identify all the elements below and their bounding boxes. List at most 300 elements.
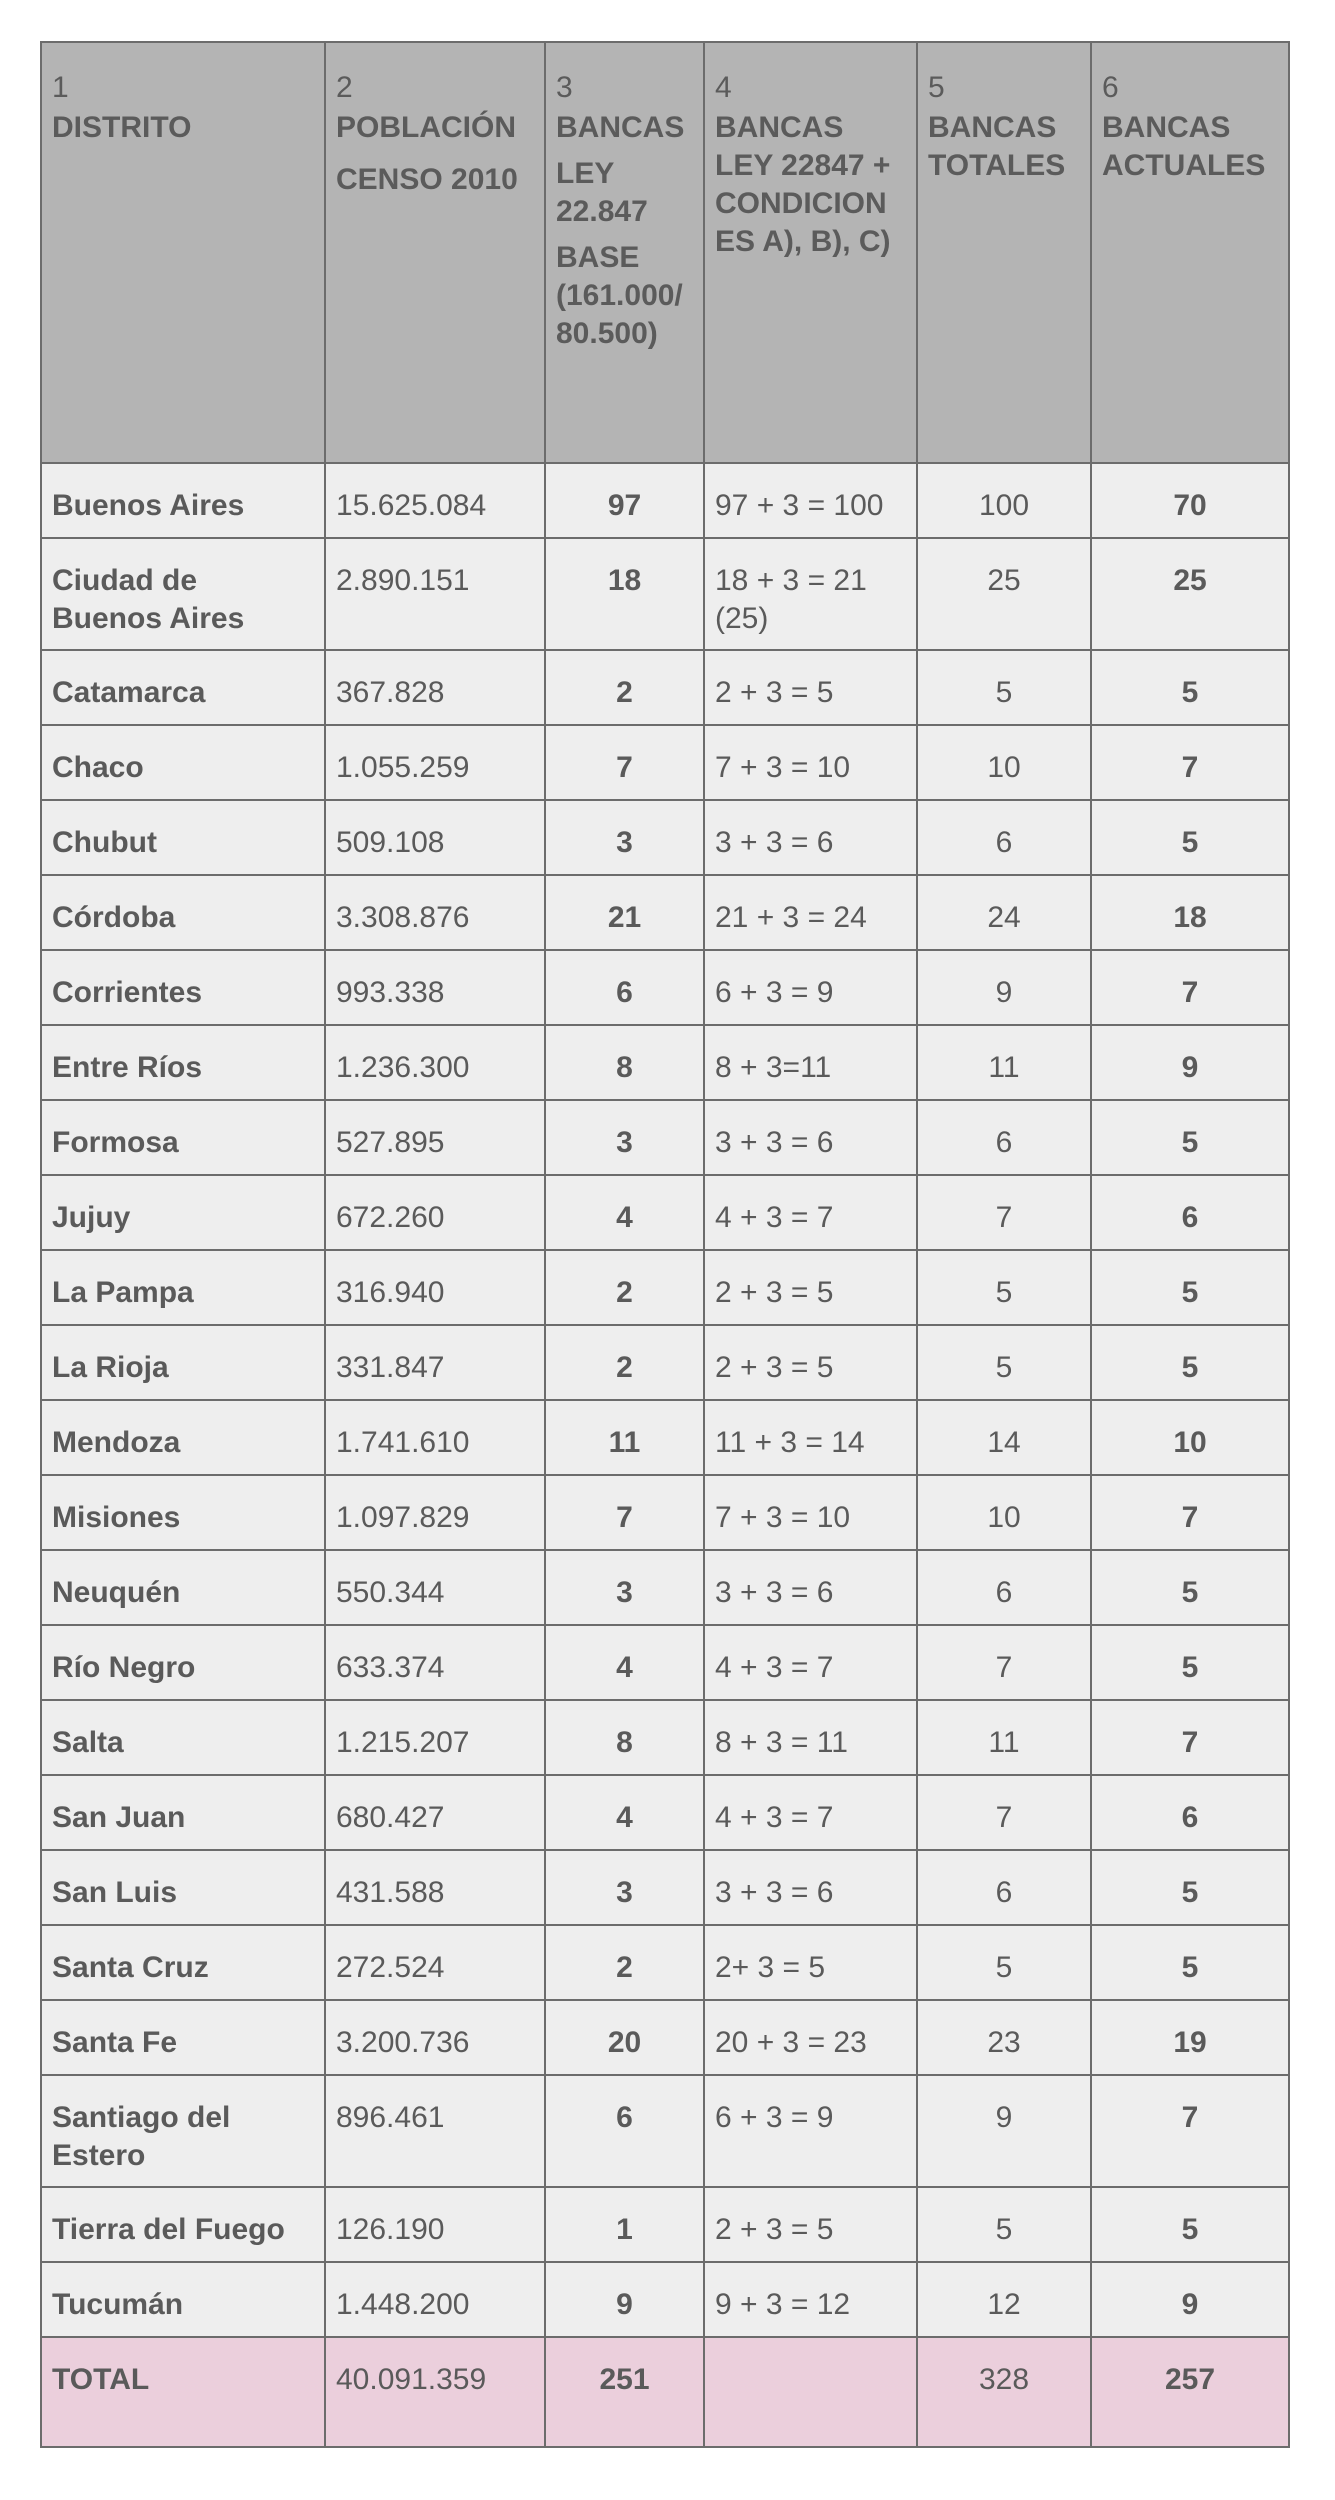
header-label-line: CONDICION [715,187,887,220]
base-seats-cell [545,1025,704,1100]
table-row [41,1925,1289,2000]
seats-with-conditions-cell [704,1700,917,1775]
district-cell [41,1400,325,1475]
total-seats-cell [917,1550,1091,1625]
table-row [41,725,1289,800]
base-seats-cell [545,875,704,950]
header-district [41,42,325,463]
current-seats-cell [1091,2262,1289,2337]
base-seats-cell [545,1550,704,1625]
seats-with-conditions-cell-text: 2 + 3 = 5 [715,1276,834,1309]
population-cell [325,1550,545,1625]
seats-with-conditions-cell-text: 6 + 3 = 9 [715,2101,834,2134]
population-cell [325,2000,545,2075]
seats-with-conditions-cell-text: 3 + 3 = 6 [715,826,834,859]
current-seats-cell-text: 9 [1181,1051,1199,1084]
base-seats-cell-text: 4 [616,1201,633,1234]
total-seats-cell [917,800,1091,875]
base-seats-cell [545,800,704,875]
seats-with-conditions-cell [704,875,917,950]
base-seats-cell-text: 2 [616,1951,633,1984]
district-cell-text: Ciudad de Buenos Aires [52,564,245,635]
total-seats-cell-text: 12 [987,2288,1021,2321]
total-seats-cell [917,1475,1091,1550]
population-cell [325,1850,545,1925]
total-seats-cell [917,725,1091,800]
total-seats-cell-text: 6 [995,1126,1013,1159]
current-seats-cell-text: 6 [1181,1201,1199,1234]
header-label-line: LEY 22847 + [715,149,891,182]
seats-with-conditions-cell [704,1100,917,1175]
total-seats-cell [917,1625,1091,1700]
table-row [41,1250,1289,1325]
current-seats-cell [1091,1550,1289,1625]
header-label-line: LEY [556,157,615,190]
base-seats-cell [545,950,704,1025]
current-seats-cell-text: 7 [1181,751,1199,784]
total-seats-cell [917,1400,1091,1475]
population-cell-text: 993.338 [336,976,445,1009]
base-seats-cell [545,725,704,800]
current-seats-cell-text: 18 [1173,901,1207,934]
district-cell-text: Córdoba [52,901,176,934]
base-seats-cell-text: 6 [616,976,633,1009]
base-seats-cell [545,2187,704,2262]
population-cell [325,1475,545,1550]
header-population [325,42,545,463]
population-cell-text: 1.741.610 [336,1426,470,1459]
population-cell-text: 3.200.736 [336,2026,470,2059]
total-seats-cell [917,950,1091,1025]
population-cell-text: 40.091.359 [336,2363,487,2396]
seats-with-conditions-cell [704,2262,917,2337]
total-seats-cell [917,2262,1091,2337]
base-seats-cell [545,1475,704,1550]
seats-with-conditions-cell [704,725,917,800]
current-seats-cell [1091,463,1289,538]
base-seats-cell [545,2337,704,2447]
district-cell [41,1700,325,1775]
header-label-line: CENSO 2010 [336,163,518,196]
base-seats-cell-text: 251 [599,2363,650,2396]
population-cell-text: 680.427 [336,1801,445,1834]
population-cell-text: 3.308.876 [336,901,470,934]
base-seats-cell-text: 7 [616,751,633,784]
table-row [41,2075,1289,2187]
table-row [41,2187,1289,2262]
seats-with-conditions-cell [704,1325,917,1400]
population-cell-text: 2.890.151 [336,564,470,597]
population-cell-text: 331.847 [336,1351,445,1384]
current-seats-cell [1091,2187,1289,2262]
base-seats-cell-text: 2 [616,1276,633,1309]
seats-with-conditions-cell [704,1250,917,1325]
table-row [41,2000,1289,2075]
total-row [41,2337,1289,2447]
current-seats-cell [1091,875,1289,950]
district-cell [41,1775,325,1850]
current-seats-cell [1091,950,1289,1025]
table-row [41,1175,1289,1250]
total-seats-cell [917,1850,1091,1925]
header-label-line: BANCAS [928,111,1057,144]
current-seats-cell [1091,725,1289,800]
total-seats-cell-text: 11 [988,1051,1020,1084]
seats-with-conditions-cell-text: 2 + 3 = 5 [715,676,834,709]
total-seats-cell-text: 7 [995,1651,1013,1684]
total-seats-cell-text: 23 [987,2026,1021,2059]
district-cell-text: Catamarca [52,676,206,709]
seats-with-conditions-cell-text: 20 + 3 = 23 [715,2026,867,2059]
district-cell-text: Neuquén [52,1576,181,1609]
total-seats-cell-text: 9 [995,976,1013,1009]
table-row [41,1025,1289,1100]
current-seats-cell [1091,1100,1289,1175]
district-cell [41,1625,325,1700]
header-seats-with-conditions [704,42,917,463]
population-cell [325,650,545,725]
table-body [41,463,1289,2447]
population-cell-text: 1.055.259 [336,751,470,784]
table-row [41,463,1289,538]
base-seats-cell [545,1250,704,1325]
district-cell-text: Salta [52,1726,124,1759]
seats-with-conditions-cell-text [705,2338,916,2361]
current-seats-cell-text: 257 [1164,2363,1216,2396]
table-header [41,42,1289,463]
total-seats-cell-text: 5 [995,676,1013,709]
seat-allocation-table [40,41,1290,2448]
population-cell-text: 1.236.300 [336,1051,470,1084]
total-seats-cell-text: 5 [995,1951,1013,1984]
current-seats-cell-text: 7 [1181,1501,1199,1534]
district-cell-text: Río Negro [52,1651,196,1684]
base-seats-cell-text: 4 [616,1801,633,1834]
seats-with-conditions-cell-text: 2 + 3 = 5 [715,1351,834,1384]
district-cell-text: Tierra del Fuego [52,2213,285,2246]
total-seats-cell-text: 7 [995,1801,1013,1834]
seats-with-conditions-cell-text: 97 + 3 = 100 [715,489,884,522]
district-cell-text: Formosa [52,1126,179,1159]
district-cell-text: Chaco [52,751,144,784]
current-seats-cell [1091,2337,1289,2447]
table-row [41,1550,1289,1625]
total-seats-cell-text: 5 [995,2213,1013,2246]
header-column-number: 2 [336,71,353,104]
district-cell [41,1100,325,1175]
header-base-seats [545,42,704,463]
table-row [41,1400,1289,1475]
current-seats-cell [1091,1850,1289,1925]
seats-with-conditions-cell-text: 6 + 3 = 9 [715,976,834,1009]
current-seats-cell [1091,1475,1289,1550]
header-column-number: 5 [928,71,945,104]
district-cell-text: Buenos Aires [52,489,245,522]
total-seats-cell [917,1700,1091,1775]
base-seats-cell-text: 7 [616,1501,633,1534]
population-cell [325,2075,545,2187]
base-seats-cell-text: 4 [616,1651,633,1684]
base-seats-cell [545,1775,704,1850]
seats-with-conditions-cell [704,800,917,875]
table-row [41,2262,1289,2337]
district-cell [41,1925,325,2000]
base-seats-cell-text: 18 [607,564,642,597]
header-label-line: 80.500) [556,317,658,350]
total-seats-cell [917,1175,1091,1250]
header-column-number: 4 [715,71,732,104]
current-seats-cell-text: 25 [1173,564,1207,597]
seats-with-conditions-cell-text: 4 + 3 = 7 [715,1651,834,1684]
seats-with-conditions-cell [704,1475,917,1550]
district-cell [41,725,325,800]
total-seats-cell-text: 7 [995,1201,1013,1234]
base-seats-cell [545,2075,704,2187]
base-seats-cell [545,1100,704,1175]
base-seats-cell-text: 20 [607,2026,642,2059]
population-cell-text: 126.190 [336,2213,445,2246]
total-seats-cell-text: 6 [995,1576,1013,1609]
district-cell-text: Santa Fe [52,2026,178,2059]
base-seats-cell-text: 3 [616,1876,633,1909]
current-seats-cell-text: 9 [1181,2288,1199,2321]
population-cell-text: 550.344 [336,1576,445,1609]
current-seats-cell-text: 7 [1181,976,1199,1009]
base-seats-cell-text: 21 [607,901,642,934]
total-seats-cell [917,1025,1091,1100]
header-label-line: BANCAS [556,111,685,144]
current-seats-cell-text: 6 [1181,1801,1199,1834]
seats-with-conditions-cell-text: 8 + 3 = 11 [715,1726,848,1759]
base-seats-cell [545,538,704,650]
current-seats-cell [1091,1775,1289,1850]
district-cell [41,1025,325,1100]
base-seats-cell-text: 2 [616,1351,633,1384]
population-cell [325,2262,545,2337]
total-seats-cell-text: 10 [987,1501,1021,1534]
population-cell-text: 672.260 [336,1201,445,1234]
total-seats-cell [917,463,1091,538]
table-row [41,1475,1289,1550]
seats-with-conditions-cell [704,950,917,1025]
district-cell [41,1550,325,1625]
seats-with-conditions-cell-text: 9 + 3 = 12 [715,2288,851,2321]
header-label-line: POBLACIÓN [336,111,516,144]
header-column-number: 3 [556,71,573,104]
base-seats-cell-text: 11 [608,1426,641,1459]
header-label-line: DISTRITO [52,111,192,144]
seats-with-conditions-cell [704,2337,917,2447]
base-seats-cell-text: 1 [616,2213,633,2246]
district-cell-text: Chubut [52,826,157,859]
base-seats-cell [545,2262,704,2337]
header-row [41,42,1289,463]
population-cell [325,725,545,800]
total-seats-cell [917,1775,1091,1850]
seats-with-conditions-cell-text: 21 + 3 = 24 [715,901,867,934]
district-cell [41,650,325,725]
current-seats-cell-text: 10 [1173,1426,1207,1459]
base-seats-cell-text: 3 [616,1126,633,1159]
current-seats-cell [1091,650,1289,725]
seats-with-conditions-cell [704,650,917,725]
seats-with-conditions-cell [704,1925,917,2000]
population-cell-text: 509.108 [336,826,445,859]
district-cell [41,950,325,1025]
base-seats-cell [545,1325,704,1400]
header-column-number: 1 [52,71,69,104]
current-seats-cell [1091,538,1289,650]
population-cell [325,2337,545,2447]
current-seats-cell-text: 5 [1181,826,1199,859]
total-seats-cell-text: 9 [995,2101,1013,2134]
table-row [41,1325,1289,1400]
seats-with-conditions-cell-text: 7 + 3 = 10 [715,1501,851,1534]
seats-with-conditions-cell [704,2075,917,2187]
population-cell-text: 367.828 [336,676,445,709]
population-cell [325,1400,545,1475]
population-cell-text: 1.448.200 [336,2288,470,2321]
base-seats-cell-text: 3 [616,826,633,859]
total-seats-cell-text: 11 [988,1726,1020,1759]
district-cell [41,463,325,538]
population-cell [325,1175,545,1250]
base-seats-cell [545,1925,704,2000]
base-seats-cell [545,1400,704,1475]
base-seats-cell [545,1700,704,1775]
current-seats-cell-text: 5 [1181,1576,1199,1609]
current-seats-cell-text: 5 [1181,1126,1199,1159]
table-row [41,1850,1289,1925]
district-cell [41,1475,325,1550]
district-cell [41,1175,325,1250]
base-seats-cell-text: 2 [616,676,633,709]
base-seats-cell [545,2000,704,2075]
seats-with-conditions-cell [704,1850,917,1925]
current-seats-cell-text: 5 [1181,676,1199,709]
district-cell-text: TOTAL [52,2363,150,2396]
base-seats-cell [545,1850,704,1925]
district-cell-text: Entre Ríos [52,1051,203,1084]
total-seats-cell-text: 10 [987,751,1021,784]
district-cell-text: San Luis [52,1876,178,1909]
district-cell-text: Santiago del Estero [52,2101,231,2172]
total-seats-cell-text: 14 [987,1426,1021,1459]
district-cell-text: Tucumán [52,2288,184,2321]
current-seats-cell [1091,1400,1289,1475]
district-cell-text: Misiones [52,1501,181,1534]
header-label-line: BANCAS [1102,111,1231,144]
seats-with-conditions-cell-text: 11 + 3 = 14 [715,1426,865,1459]
base-seats-cell [545,1175,704,1250]
header-label-line: TOTALES [928,149,1066,182]
population-cell-text: 1.215.207 [336,1726,470,1759]
header-label-line: BASE [556,241,640,274]
seats-with-conditions-cell-text: 2 + 3 = 5 [715,2213,834,2246]
base-seats-cell-text: 97 [607,489,642,522]
table-row [41,538,1289,650]
seats-with-conditions-cell [704,1550,917,1625]
population-cell-text: 272.524 [336,1951,445,1984]
table-row [41,875,1289,950]
base-seats-cell [545,650,704,725]
current-seats-cell-text: 5 [1181,1351,1199,1384]
table-row [41,950,1289,1025]
district-cell [41,1325,325,1400]
header-column-number: 6 [1102,71,1119,104]
population-cell [325,1250,545,1325]
current-seats-cell [1091,1625,1289,1700]
district-cell [41,2187,325,2262]
current-seats-cell-text: 5 [1181,1876,1199,1909]
table-row [41,650,1289,725]
total-seats-cell-text: 24 [987,901,1021,934]
base-seats-cell-text: 6 [616,2101,633,2134]
table-row [41,1775,1289,1850]
seats-with-conditions-cell-text: 2+ 3 = 5 [715,1951,826,1984]
current-seats-cell [1091,1325,1289,1400]
population-cell [325,2187,545,2262]
seats-with-conditions-cell [704,2000,917,2075]
current-seats-cell [1091,1175,1289,1250]
base-seats-cell [545,1625,704,1700]
population-cell [325,875,545,950]
seats-with-conditions-cell [704,1625,917,1700]
current-seats-cell-text: 7 [1181,2101,1199,2134]
district-cell-text: Santa Cruz [52,1951,209,1984]
current-seats-cell [1091,2000,1289,2075]
population-cell-text: 431.588 [336,1876,445,1909]
total-seats-cell [917,875,1091,950]
header-label-line: BANCAS [715,111,844,144]
seats-with-conditions-cell [704,1775,917,1850]
total-seats-cell-text: 5 [995,1276,1013,1309]
total-seats-cell [917,1100,1091,1175]
population-cell [325,538,545,650]
seats-with-conditions-cell-text: 18 + 3 = 21 (25) [715,564,867,635]
total-seats-cell-text: 328 [978,2363,1030,2396]
base-seats-cell-text: 3 [616,1576,633,1609]
current-seats-cell-text: 5 [1181,2213,1199,2246]
base-seats-cell-text: 8 [616,1726,633,1759]
header-label-line: ES A), B), C) [715,225,891,258]
population-cell [325,1100,545,1175]
total-seats-cell [917,1925,1091,2000]
seats-with-conditions-cell-text: 4 + 3 = 7 [715,1201,834,1234]
population-cell [325,1325,545,1400]
population-cell [325,1625,545,1700]
current-seats-cell [1091,1250,1289,1325]
table-row [41,1700,1289,1775]
header-label-line: 22.847 [556,195,648,228]
district-cell-text: Corrientes [52,976,203,1009]
population-cell-text: 633.374 [336,1651,445,1684]
seats-with-conditions-cell [704,1175,917,1250]
district-cell-text: La Pampa [52,1276,194,1309]
district-cell-text: Mendoza [52,1426,181,1459]
current-seats-cell-text: 19 [1173,2026,1207,2059]
seats-with-conditions-cell [704,1400,917,1475]
population-cell [325,800,545,875]
total-seats-cell [917,1325,1091,1400]
total-seats-cell [917,2075,1091,2187]
total-seats-cell [917,2000,1091,2075]
current-seats-cell [1091,1925,1289,2000]
seats-with-conditions-cell-text: 7 + 3 = 10 [715,751,851,784]
total-seats-cell [917,2337,1091,2447]
total-seats-cell-text: 25 [987,564,1021,597]
population-cell-text: 15.625.084 [336,489,487,522]
